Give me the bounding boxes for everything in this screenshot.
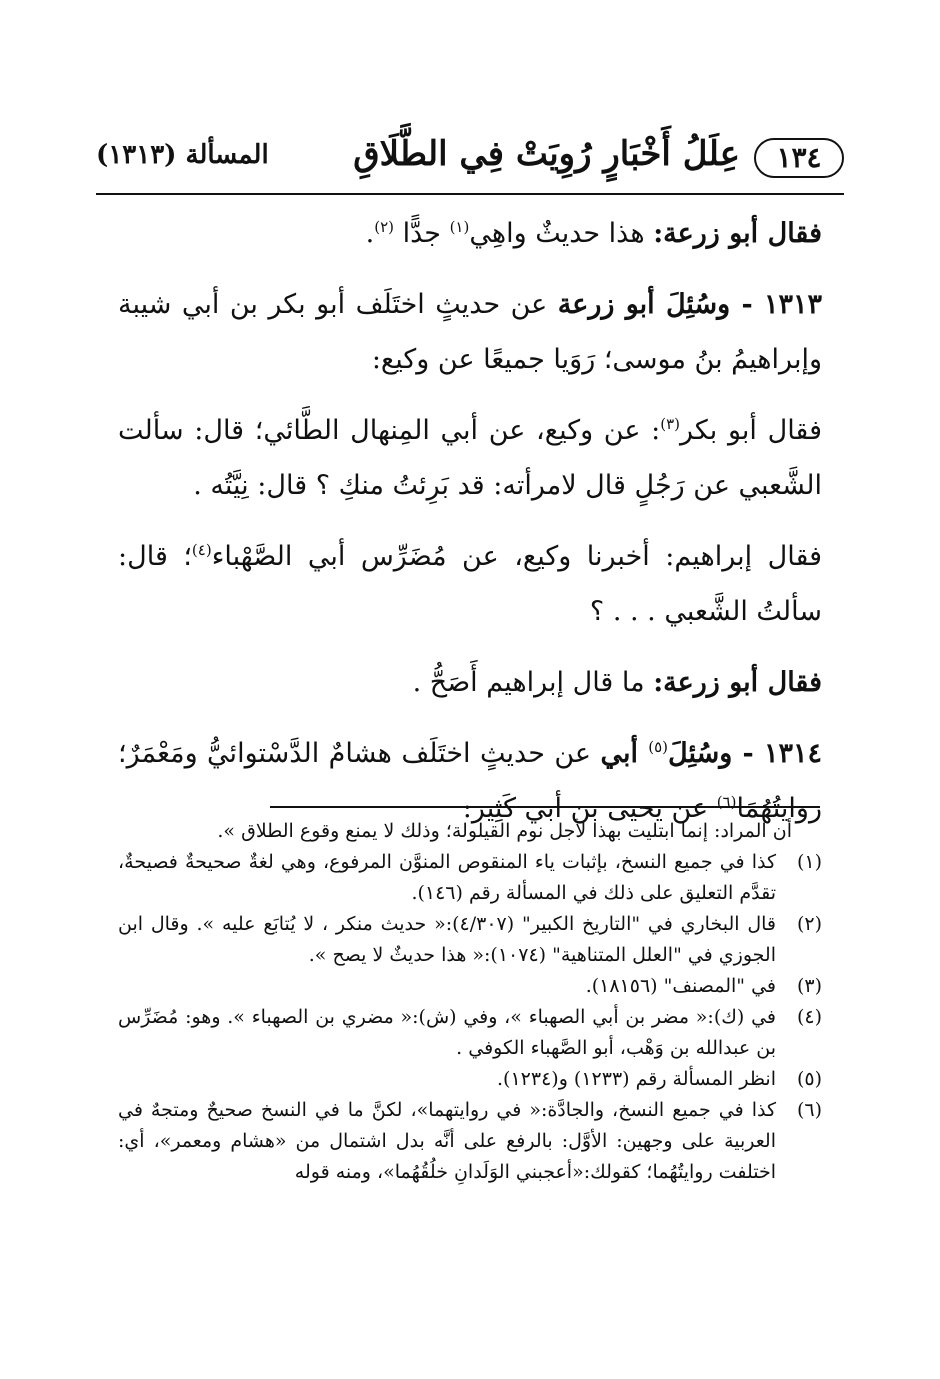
footnote-number: (١) (796, 851, 822, 873)
footnote-text: في "المصنف" (١٨١٥٦). (585, 975, 776, 997)
footnote-ref[interactable]: (٦) (716, 793, 737, 811)
footnote-ref[interactable]: (٣) (660, 415, 680, 433)
question-lead: أبي (600, 738, 649, 769)
paragraph (118, 403, 822, 513)
footnote-text: كذا في جميع النسخ، بإثبات ياء المنقوص المنوَّن المرفوع، وهي لغةٌ صحيحةٌ فصيحةٌ، تقدَّم التعليق على ذلك في المسألة رقم (١٤٦). (118, 851, 776, 904)
question-lead: وسُئِلَ أبو زرعة (557, 289, 742, 320)
paragraph (118, 206, 822, 261)
text-run: : عن وكيع، عن أبي المِنهال الطَّائي؛ قال: سألت الشَّعبي عن رَجُلٍ قال لامرأته: قد بَرِئتُ منكِ ؟ قال: نِيَّتُه . (118, 415, 822, 501)
footnote (118, 1064, 822, 1095)
text-run: ؛ قال: سألتُ الشَّعبي . . . ؟ (118, 541, 822, 627)
footnote (118, 971, 822, 1002)
text-run: فقال إبراهيم: أخبرنا وكيع، عن مُضَرِّس أبي الصَّهْباء (211, 541, 823, 572)
page-number: ١٣٤ (754, 138, 844, 178)
book-title: عِلَلُ أَخْبَارٍ رُوِيَتْ فِي الطَّلَاقِ (353, 134, 740, 174)
footnote (118, 1002, 822, 1064)
footnote-ref[interactable]: (٥) (648, 738, 668, 756)
text-run: عن يحيى بن أبي كَثِير: (462, 793, 717, 824)
speaker-label: فقال أبو زرعة: (653, 218, 822, 249)
running-header (96, 130, 844, 188)
issue-label: المسألة (١٣١٣) (96, 140, 269, 170)
footnote-text: انظر المسألة رقم (١٢٣٣) و(١٢٣٤). (497, 1068, 776, 1090)
footnote-ref[interactable]: (٢) (374, 218, 395, 236)
footnote-number: (٤) (796, 1006, 822, 1028)
header-divider (96, 193, 844, 195)
speaker-label: فقال أبو زرعة: (653, 667, 822, 698)
text-run: هذا حديثٌ واهِي (469, 218, 654, 249)
footnote-text: قال البخاري في "التاريخ الكبير" (٤/٣٠٧):« حديث منكر ، لا يُتابَع عليه ». وقال ابن الجوزي في "العلل المتناهية" (١٠٧٤):« هذا حديثٌ لا يصح ». (118, 913, 776, 966)
question-lead: وسُئِلَ (668, 738, 743, 769)
footnote (118, 847, 822, 909)
issue-number: ١٣١٤ - (742, 738, 822, 769)
text-run: عن حديثٍ اختَلَف أبو بكر بن أبي شيبة وإبراهيمُ بنُ موسى؛ رَوَيا جميعًا عن وكيع: (118, 289, 822, 375)
footnote-number: (٥) (796, 1068, 822, 1090)
footnote-ref[interactable]: (٤) (191, 541, 212, 559)
footnote-text: في (ك):« مضر بن أبي الصهباء »، وفي (ش):« مضري بن الصهباء ». وهو: مُضَرِّس بن عبدالله بن وَهْب، أبو الصَّهباء الكوفي . (118, 1006, 776, 1059)
footnote-number: (٦) (796, 1099, 822, 1121)
paragraph (118, 277, 822, 387)
text-run: عن حديثٍ اختَلَف هشامٌ الدَّسْتوائيُّ ومَعْمَرٌ؛ روايتُهُمَا (118, 738, 822, 824)
footnotes (118, 816, 822, 1188)
paragraph (118, 655, 822, 710)
footnote (118, 1095, 822, 1188)
text-run: جدًّا (394, 218, 450, 249)
footnote (118, 909, 822, 971)
footnote-divider (270, 806, 820, 808)
paragraph (118, 529, 822, 639)
main-text (118, 206, 822, 852)
footnote-number: (٢) (796, 913, 822, 935)
text-run: . (365, 218, 375, 249)
footnote-ref[interactable]: (١) (449, 218, 470, 236)
issue-number: ١٣١٣ - (741, 289, 823, 320)
text-run: ما قال إبراهيم أَصَحُّ . (412, 667, 654, 698)
text-run: فقال أبو بكر (679, 415, 822, 446)
footnote-continuation: أن المراد: إنما ابتليت بهذا لأجل نوم القيلولة؛ وذلك لا يمنع وقوع الطلاق ». (217, 820, 792, 842)
footnote-number: (٣) (796, 975, 822, 997)
footnote-text: كذا في جميع النسخ، والجادَّة:« في روايتهما»، لكنَّ ما في النسخ صحيحٌ ومتجهٌ في العربية على وجهين: الأوَّل: بالرفع على أنَّه بدل اشتمال من «هشام ومعمر»، أي: اختلفت روايتُهُما؛ كقولك:«أعجبني الوَلَدانِ خلُقُهُما»، ومنه قوله (118, 1099, 776, 1183)
